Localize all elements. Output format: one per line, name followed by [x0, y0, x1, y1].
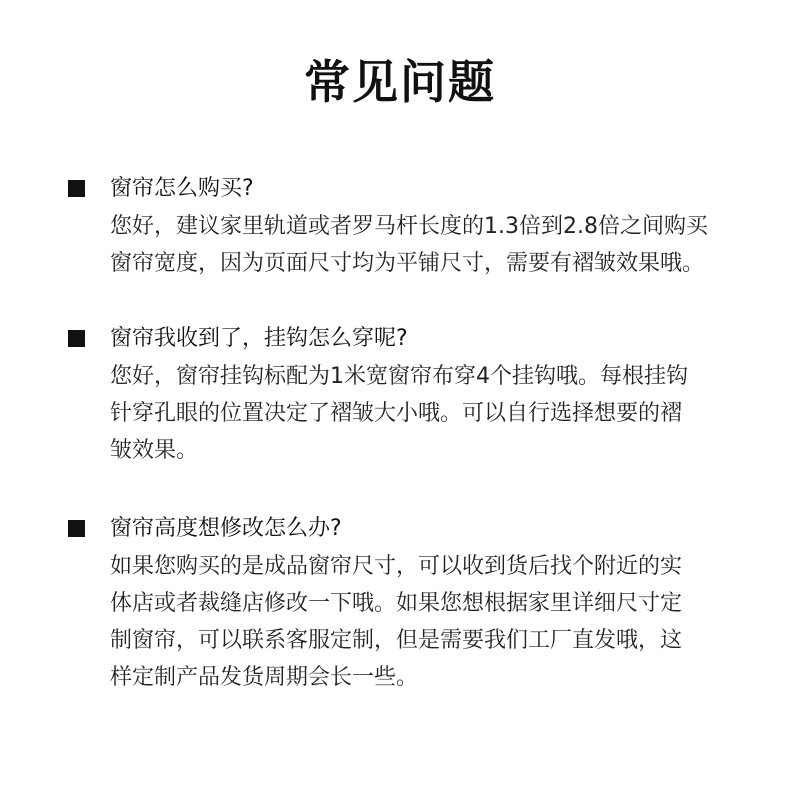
answer-line: 皱效果。	[110, 438, 199, 463]
answer-line: 体店或者裁缝店修改一下哦。如果您想根据家里详细尺寸定	[110, 591, 683, 616]
faq-answer	[110, 208, 760, 282]
faq-question: 窗帘高度想修改怎么办?	[110, 516, 342, 541]
page-title: 常见问题	[304, 55, 496, 109]
square-bullet-icon	[68, 330, 85, 347]
faq-item-1	[0, 172, 800, 292]
faq-item-2	[0, 322, 800, 482]
faq-question: 窗帘我收到了，挂钩怎么穿呢?	[110, 326, 408, 351]
answer-line: 制窗帘，可以联系客服定制，但是需要我们工厂直发哦，这	[110, 628, 683, 653]
answer-line: 您好，窗帘挂钩标配为1米宽窗帘布穿4个挂钩哦。每根挂钩	[110, 364, 688, 389]
answer-line: 如果您购买的是成品窗帘尺寸，可以收到货后找个附近的实	[110, 554, 683, 579]
square-bullet-icon	[68, 520, 85, 537]
faq-question: 窗帘怎么购买?	[110, 176, 254, 201]
faq-answer	[110, 358, 760, 469]
answer-line: 窗帘宽度，因为页面尺寸均为平铺尺寸，需要有褶皱效果哦。	[110, 251, 705, 276]
answer-line: 样定制产品发货周期会长一些。	[110, 665, 419, 690]
square-bullet-icon	[68, 180, 85, 197]
answer-line: 针穿孔眼的位置决定了褶皱大小哦。可以自行选择想要的褶	[110, 401, 683, 426]
answer-line: 您好，建议家里轨道或者罗马杆长度的1.3倍到2.8倍之间购买	[110, 214, 708, 239]
faq-answer	[110, 548, 760, 696]
faq-item-3	[0, 512, 800, 712]
